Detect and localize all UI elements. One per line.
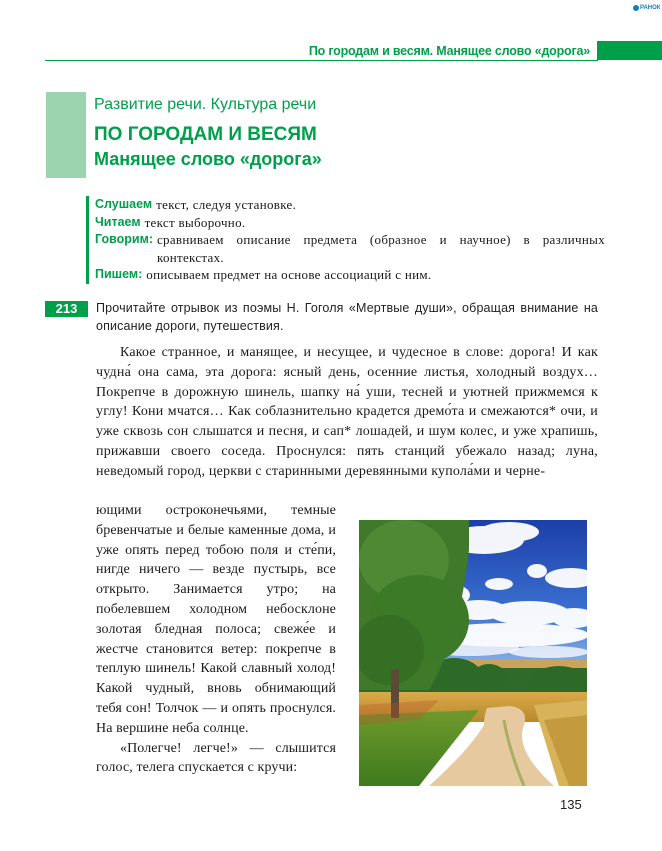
running-head: По городам и весям. Манящее слово «дорога» bbox=[308, 44, 590, 58]
goal-text: текст, следуя установке. bbox=[156, 197, 297, 212]
exercise-number-badge: 213 bbox=[45, 301, 88, 317]
lesson-category: Развитие речи. Культура речи bbox=[94, 96, 317, 113]
passage-paragraph: ющими остроконечьями, темные бревенчатые и белые каменные дома, и уже опять перед тобою поля и сте́пи, нигде ничего — везде пустырь, все открыто. Занимается утро; на побелевшем холодном небосклоне золотая бледная полоса; свеже́е и жестче становится ветер: покрепче в теплую шинель! Какой славный холод! Какой чудный, вновь обнимающий тебя сон! Толчок — и опять проснулся. На вершине неба солнце. bbox=[96, 503, 336, 736]
logo-icon bbox=[633, 5, 639, 11]
goal-text: текст выборочно. bbox=[144, 214, 246, 230]
publisher-logo bbox=[633, 3, 661, 12]
goal-write bbox=[95, 266, 605, 284]
goal-listen bbox=[95, 196, 605, 214]
title-color-swatch bbox=[46, 92, 86, 178]
goal-text: сравниваем описание предмета (образное и научное) в различных контекстах. bbox=[156, 232, 605, 265]
goal-key: Пишем: bbox=[95, 267, 143, 281]
goal-speak bbox=[95, 231, 605, 266]
lesson-subtitle: Манящее слово «дорога» bbox=[94, 149, 322, 169]
goal-key: Читаем bbox=[95, 214, 141, 229]
running-head-rule bbox=[45, 60, 598, 61]
lesson-title: ПО ГОРОДАМ И ВЕСЯМ bbox=[94, 124, 317, 145]
passage-paragraph: Какое странное, и манящее, и несущее, и чудесное в слове: дорога! И как чудна́ она сама, эта дорога: ясный день, осенние листья, холодный воздух… Покрепче в дорожную шинель, шапку на́ уши, тесней и уютней прижмемся к углу! Кони мчатся… Как соблазнительно крадется дремо́та и смежаются* очи, и уже сквозь сон слышатся и песня, и сап* лошадей, и шум колес, и уже храпишь, прижавши своего соседа. Проснулся: пять станций убежало назад; луна, неведомый город, церкви с старинными деревянными купола́ми и черне- bbox=[96, 345, 598, 479]
page-number: 135 bbox=[560, 797, 582, 812]
exercise-instruction: Прочитайте отрывок из поэмы Н. Гоголя «Мертвые души», обращая внимание на описание дороги, путешествия. bbox=[96, 301, 598, 333]
goal-key: Слушаем bbox=[95, 197, 153, 211]
lesson-goals bbox=[86, 196, 605, 284]
gogol-passage bbox=[96, 343, 598, 482]
goal-key: Говорим: bbox=[95, 232, 153, 246]
running-head-bar bbox=[597, 41, 662, 60]
gogol-passage-continued bbox=[96, 501, 336, 778]
goal-read bbox=[95, 214, 605, 232]
passage-paragraph: «Полегче! легче!» — слышится голос, телега спускается с кручи: bbox=[96, 740, 336, 776]
illustration-road-photo bbox=[359, 520, 587, 786]
lesson-title-block bbox=[46, 92, 646, 178]
goal-text: описываем предмет на основе ассоциаций с ним. bbox=[146, 267, 432, 282]
logo-text: РАНОК bbox=[640, 4, 661, 11]
